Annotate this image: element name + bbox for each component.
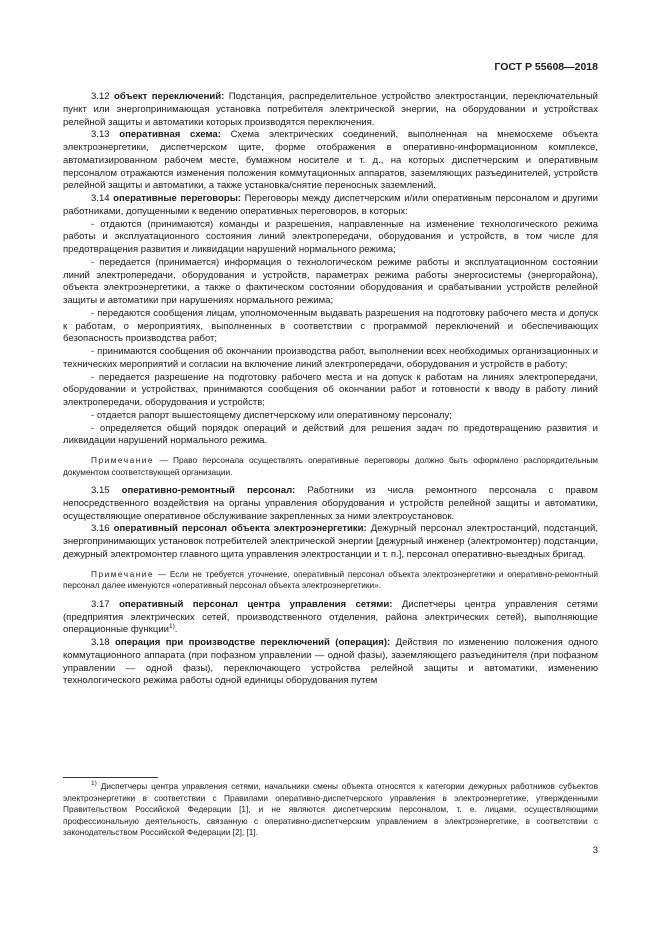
- note-label: Примечание: [91, 568, 155, 579]
- section-number: 3.15: [91, 485, 110, 497]
- section-3-12: [63, 91, 598, 129]
- section-number: 3.14: [91, 193, 110, 204]
- section-3-14: [63, 193, 598, 219]
- standard-header: ГОСТ Р 55608—2018: [494, 61, 598, 73]
- definition-end: .: [174, 624, 178, 636]
- footnote-mark: 1): [91, 780, 97, 788]
- footnote-paragraph: [63, 781, 598, 839]
- list-item: - определяется общий порядок операций и действий для решения задач по предотвращению развития и ликвидации нарушений нормального режима.: [63, 422, 598, 447]
- term: оперативно-ремонтный персонал:: [121, 485, 296, 497]
- definition: Схема электрических соединений, выполненная на мнемосхеме объекта электроэнергетики, диспетчерском щите, форме отображения в оперативно-информационном комплексе, автоматизированном рабочем месте, бумажном носителе и т. д., на которых диспетчерским и оперативным персоналом отражаются изменения положения коммутационных аппаратов, заземляющих разъединителей, устройств релейной защиты и автоматики, а также установка/снятие переносных заземлений.: [63, 129, 599, 192]
- term: операция при производстве переключений (операция):: [115, 637, 391, 649]
- footnote-ref: 1): [169, 623, 175, 631]
- term: оперативный персонал центра управления сетями:: [119, 598, 393, 610]
- section-3-16: [63, 523, 598, 561]
- term: оперативная схема:: [119, 129, 221, 141]
- definition: Подстанция, распределительное устройство электростанции, переключательный пункт или энергопринимающая установка потребителя электрической энергии, на оборудовании и устройствах релейной защиты и автоматики которых производятся переключения.: [63, 91, 599, 128]
- note-3-16: [63, 569, 598, 592]
- definition: Дежурный персонал электростанций, подстанций, энергопринимающих установок потребителей электрической энергии [дежурный инженер (электромонтер) подстанции, дежурный электромонтер главного щита управления электростанции и т. п.], персонал оперативно-выездных бригад.: [63, 523, 598, 560]
- list-item: - передаются сообщения лицам, уполномоченным выдавать разрешения на подготовку рабочего места и допуск к работам, о мероприятиях, выполненных в соответствии с программой переключений и обеспечивающих безопасность производства работ;: [63, 307, 598, 345]
- section-number: 3.12: [91, 91, 110, 102]
- list-item: - отдается рапорт вышестоящему диспетчерскому или оперативному персоналу;: [91, 409, 452, 421]
- list-item: - принимаются сообщения об окончании производства работ, выполнении всех необходимых организационных и технических мероприятий и согласии на включение линий электропередачи, оборудования и устройств в работу;: [63, 346, 598, 370]
- footnote: [63, 781, 598, 839]
- section-3-18: [63, 637, 598, 688]
- note-label: Примечание: [91, 455, 155, 465]
- definition: Работники из числа ремонтного персонала с правом непосредственного воздействия на органы управления оборудования и устройств релейной защиты и автоматики, осуществляющие оперативное обслуживание закрепленных за ними электроустановок.: [63, 485, 598, 522]
- note-text: — Право персонала осуществлять оперативные переговоры должно быть оформлено распорядительным документом соответствующей организации.: [63, 455, 598, 477]
- definition: Действия по изменению положения одного коммутационного аппарата (при пофазном управлении — одной фазы), заземляющего разъединителя (при пофазном управлении — одной фазы), переключающего устройства релейной защиты и автоматики, изменению технологического режима работы одной единицы оборудования путем: [63, 637, 598, 687]
- footnote-text: Диспетчеры центра управления сетями, начальники смены объекта относятся к категории дежурных работников субъектов электроэнергетики в соответствии с Правилами оперативно-диспетчерского управления в электроэнергетике, утвержденными Правительством Российской Федерации [1], и не являются диспетчерским персоналом, т. е. лицами, осуществляющими профессиональную деятельность, связанную с оперативно-диспетчерским управлением в электроэнергетике, в соответствии с законодательством Российской Федерации [2], [1].: [63, 781, 598, 838]
- document-body: [63, 91, 598, 688]
- term: объект переключений:: [114, 91, 225, 102]
- term: оперативный персонал объекта электроэнергетики:: [113, 523, 367, 535]
- note-text: — Если не требуется уточнение, оперативный персонал объекта электроэнергетики и оперативно-ремонтный персонал далее именуются «оперативный персонал объекта электроэнергетики».: [63, 568, 598, 591]
- section-3-13: [63, 129, 598, 193]
- list-item: - передается (принимается) информация о технологическом режиме работы и эксплуатационном состоянии линий электропередачи, оборудования и устройств, параметрах режима работы энергосистемы (энергорайона), объекта электроэнергетики, а также о фактическом состоянии оборудования и срабатывании устройств релейной защиты и автоматики при нарушениях нормального режима;: [63, 256, 598, 306]
- list-item: - передается разрешение на подготовку рабочего места и на допуск к работам на линиях электропередачи, оборудовании и устройствах, принимаются сообщения об окончании работ и готовности к вводу в работу линий электропередачи, оборудования и устройств;: [63, 371, 598, 408]
- term: оперативные переговоры:: [113, 193, 242, 204]
- section-number: 3.17: [91, 598, 110, 610]
- note-3-14: [63, 455, 598, 478]
- footnote-divider: [63, 777, 158, 778]
- section-number: 3.16: [91, 523, 110, 535]
- section-number: 3.18: [91, 637, 110, 649]
- section-number: 3.13: [91, 129, 110, 141]
- definition: Переговоры между диспетчерским и/или оперативным персоналом и другими работниками, допущенными к ведению оперативных переговоров, в которых:: [63, 193, 599, 217]
- list-item: - отдаются (принимаются) команды и разрешения, направленные на изменение технологического режима работы и эксплуатационного состояния линий электропередачи, оборудования и устройств, в том числе для предотвращения развития и ликвидации нарушений нормального режима;: [63, 218, 598, 255]
- page-number: 3: [592, 845, 598, 856]
- definition: Диспетчеры центра управления сетями (предприятия электрических сетей, производственного отделения, района электрических сетей), выполняющие операционные функции: [63, 598, 598, 636]
- section-3-15: [63, 485, 598, 523]
- section-3-17: [63, 599, 598, 637]
